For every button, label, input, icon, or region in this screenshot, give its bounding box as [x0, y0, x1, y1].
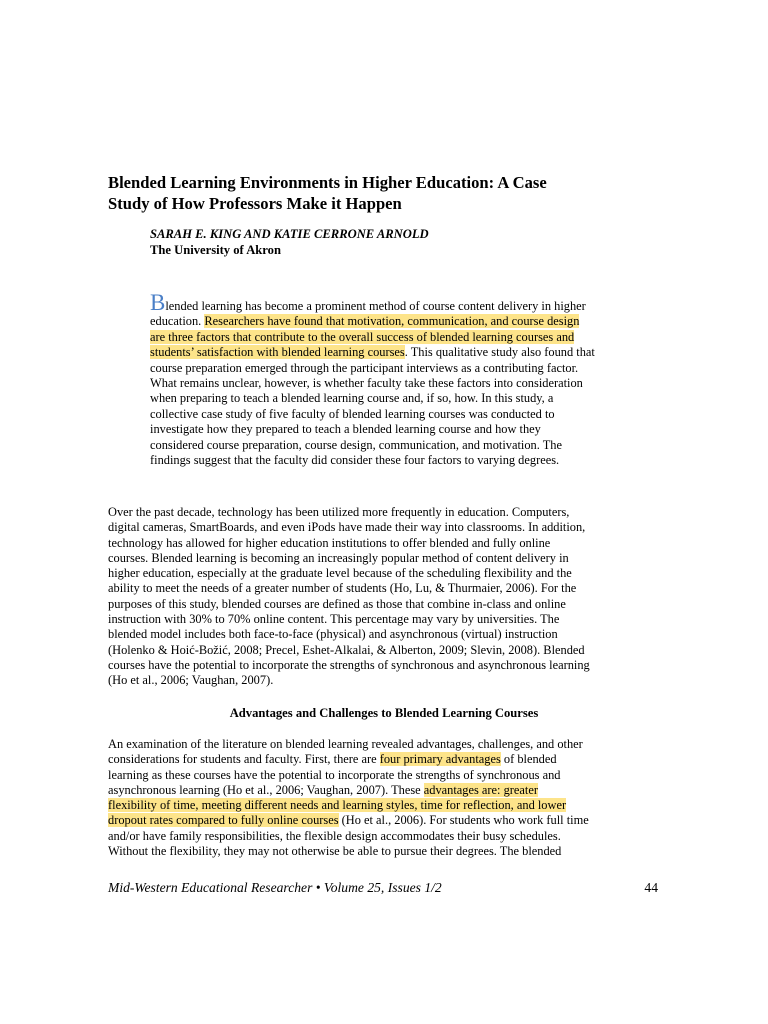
journal-footer: Mid-Western Educational Researcher • Volume 25, Issues 1/2 — [108, 880, 442, 895]
title-line: Blended Learning Environments in Higher Education: A Case — [108, 173, 547, 192]
abstract-line: . This qualitative study also found that — [404, 345, 595, 360]
text-line: courses. Blended learning is becoming an increasingly popular method of content delivery in — [108, 550, 569, 565]
drop-cap: B — [150, 290, 166, 315]
page-number: 44 — [644, 880, 658, 895]
text-line: courses have the potential to incorporate the strengths of synchronous and asynchronous learning — [108, 657, 590, 672]
abstract — [150, 290, 670, 468]
abstract-line: course preparation emerged through the participant interviews as a contributing factor. — [150, 360, 579, 375]
author-affiliation: The University of Akron — [150, 243, 281, 257]
text-line: (Ho et al., 2006; Vaughan, 2007). — [108, 673, 274, 688]
text-line: digital cameras, SmartBoards, and even iPods have made their way into classrooms. In addition, — [108, 520, 586, 535]
text-line: (Holenko & Hoić-Božić, 2008; Precel, Eshet-Alkalai, & Alberton, 2009; Slevin, 2008). Blended — [108, 642, 585, 657]
section-paragraph — [108, 737, 668, 859]
article-title — [108, 172, 668, 214]
text-line: purposes of this study, blended courses are defined as those that combine in-class and online — [108, 596, 566, 611]
text-line: instruction with 30% to 70% online content. This percentage may vary by universities. The — [108, 612, 560, 627]
highlighted-text: dropout rates compared to fully online courses — [108, 813, 339, 828]
intro-paragraph — [108, 505, 670, 689]
author-names: SARAH E. KING AND KATIE CERRONE ARNOLD — [150, 227, 429, 241]
text-line: of blended — [500, 752, 557, 767]
highlighted-text: four primary advantages — [379, 752, 501, 767]
text-line: considerations for students and faculty. First, there are — [108, 752, 380, 767]
text-line: learning as these courses have the potential to incorporate the strengths of synchronous and — [108, 767, 561, 782]
abstract-line: investigate how they prepared to teach a blended learning course and how they — [150, 422, 541, 437]
text-line: Without the flexibility, they may not otherwise be able to pursue their degrees. The blended — [108, 844, 562, 859]
highlighted-text: students’ satisfaction with blended learning courses — [150, 345, 405, 360]
text-line: (Ho et al., 2006). For students who work full time — [338, 813, 589, 828]
abstract-line: collective case study of five faculty of blended learning courses was conducted to — [150, 406, 555, 421]
text-line: higher education, especially at the graduate level because of the scheduling flexibility and the — [108, 566, 572, 581]
highlighted-text: are three factors that contribute to the overall success of blended learning courses and — [150, 329, 575, 344]
abstract-line: lended learning has become a prominent method of course content delivery in higher — [165, 299, 586, 313]
abstract-line: findings suggest that the faculty did consider these four factors to varying degrees. — [150, 453, 560, 468]
text-line: An examination of the literature on blended learning revealed advantages, challenges, and other — [108, 737, 583, 751]
abstract-line: considered course preparation, course design, communication, and motivation. The — [150, 437, 562, 452]
text-line: and/or have family responsibilities, the flexible design accommodates their busy schedules. — [108, 828, 561, 843]
highlighted-text: flexibility of time, meeting different needs and learning styles, time for reflection, and lower — [108, 798, 567, 813]
highlighted-text: Researchers have found that motivation, communication, and course design — [204, 314, 580, 329]
text-line: asynchronous learning (Ho et al., 2006; Vaughan, 2007). These — [108, 782, 424, 797]
text-line: ability to meet the needs of a greater number of students (Ho, Lu, & Thurmaier, 2006). For the — [108, 581, 577, 596]
abstract-line: education. — [150, 314, 205, 329]
abstract-line: when preparing to teach a blended learning course and, if so, how. In this study, a — [150, 391, 554, 406]
text-line: Over the past decade, technology has been utilized more frequently in education. Computers, — [108, 505, 570, 519]
abstract-line: What remains unclear, however, is whether faculty take these factors into consideration — [150, 376, 583, 391]
highlighted-text: advantages are: greater — [423, 782, 538, 797]
title-line: Study of How Professors Make it Happen — [108, 194, 402, 213]
text-line: blended model includes both face-to-face (physical) and asynchronous (virtual) instruction — [108, 627, 558, 642]
section-heading: Advantages and Challenges to Blended Learning Courses — [229, 706, 539, 720]
text-line: technology has allowed for higher education institutions to offer blended and fully online — [108, 535, 551, 550]
